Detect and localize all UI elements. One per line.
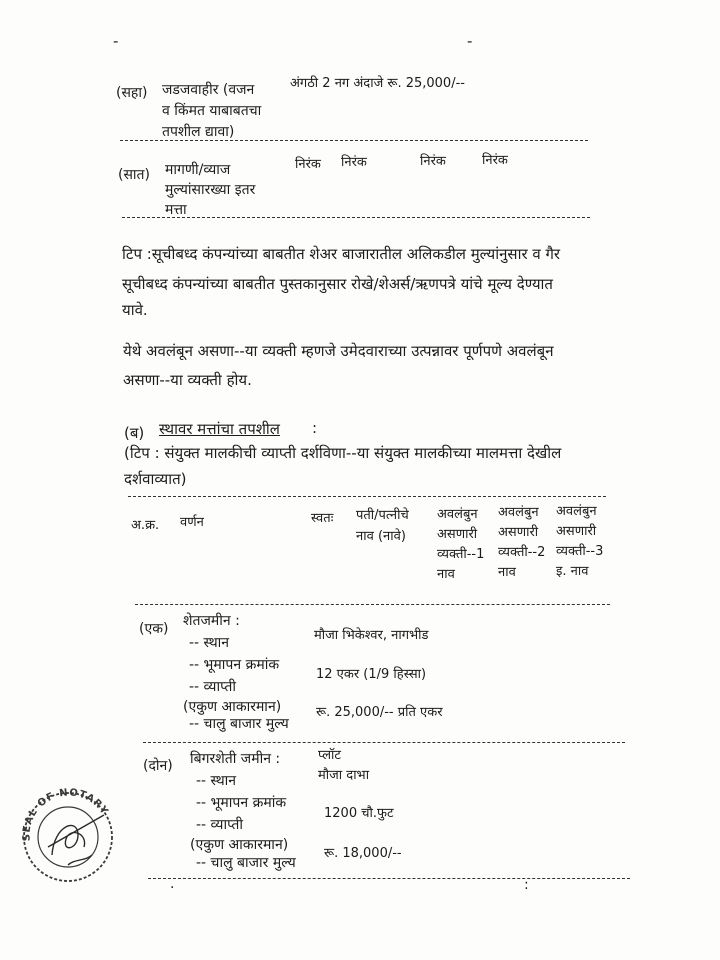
- nonagri-area-label: -- व्याप्ती: [196, 817, 244, 833]
- note-2-line-1: येथे अवलंबून असणा--या व्यक्ती म्हणजे उमेदवाराच्या उत्पन्नावर पूर्णपणे अवलंबून: [123, 342, 554, 360]
- jewelry-value: अंगठी 2 नग अंदाजे रू. 25,000/--: [290, 76, 465, 91]
- claims-value-2: निरंक: [341, 155, 367, 170]
- nonagri-market-label: -- चालु बाजार मुल्य: [196, 855, 296, 871]
- section-b-note-1: (टिप : संयुक्त मालकीची व्याप्ती दर्शविणा--या संयुक्त मालकीच्या मालमत्ता देखील: [124, 444, 562, 462]
- header-dep2-3: व्यक्ती--2: [498, 545, 546, 560]
- claims-value-1: निरंक: [295, 157, 321, 172]
- header-dep3-2: असणारी: [556, 524, 597, 539]
- agri-location-value: मौजा भिकेश्वर, नागभीड: [314, 628, 429, 643]
- header-dep2-1: अवलंबुन: [498, 505, 539, 520]
- nonagri-type-value: प्लॉट: [318, 748, 341, 763]
- divider-6: [148, 878, 630, 879]
- agri-title: शेतजमीन :: [183, 613, 240, 629]
- nonagri-area-value: 1200 चौ.फुट: [324, 806, 394, 821]
- header-self: स्वतः: [311, 511, 334, 526]
- header-serial: अ.क्र.: [131, 518, 160, 533]
- bottom-right-mark: :: [524, 877, 529, 893]
- section-b-note-2: दर्शवाव्यात): [124, 470, 187, 488]
- section-b-title: स्थावर मत्तांचा तपशील: [159, 420, 280, 438]
- header-spouse-1: पती/पत्नीचे: [356, 508, 409, 523]
- notary-seal: [8, 785, 128, 885]
- header-dep2-2: असणारी: [498, 525, 539, 540]
- nonagri-location-label: -- स्थान: [196, 773, 237, 789]
- header-dep1-4: नाव: [437, 567, 455, 582]
- jewelry-label-1: जडजवाहीर (वजन: [162, 82, 255, 98]
- agri-area-value: 12 एकर (1/9 हिस्सा): [316, 667, 427, 682]
- claims-label-2: मुल्यांसारख्या इतर: [165, 182, 256, 198]
- nonagri-market-value: रू. 18,000/--: [324, 846, 402, 861]
- header-spouse-2: नाव (नावे): [356, 529, 406, 544]
- bottom-left-mark: .: [170, 876, 175, 892]
- claims-value-3: निरंक: [420, 154, 446, 169]
- header-dep1-3: व्यक्ती--1: [437, 547, 485, 562]
- divider-1: [120, 140, 588, 141]
- claims-number: (सात): [118, 167, 150, 183]
- divider-4: [135, 604, 610, 605]
- claims-value-4: निरंक: [482, 153, 508, 168]
- note-1-line-2: सूचीबध्द कंपन्यांच्या बाबतीत पुस्तकानुसार रोखे/शेअर्स/ऋणपत्रे यांचे मूल्य देण्यात: [122, 275, 553, 293]
- seal-signature: [48, 815, 104, 865]
- agri-survey-label: -- भूमापन क्रमांक: [189, 657, 280, 673]
- agri-location-label: -- स्थान: [189, 635, 230, 651]
- agri-market-value: रू. 25,000/-- प्रति एकर: [316, 705, 443, 720]
- jewelry-number: (सहा): [116, 85, 148, 101]
- nonagri-survey-label: -- भूमापन क्रमांक: [196, 795, 287, 811]
- agri-market-label: -- चालु बाजार मुल्य: [189, 716, 289, 732]
- agri-area-label: -- व्याप्ती: [189, 679, 237, 695]
- section-b-colon: :: [312, 419, 318, 437]
- note-1-line-3: यावे.: [122, 301, 148, 319]
- top-right-mark: -: [467, 32, 473, 50]
- nonagri-title: बिगरशेती जमीन :: [190, 751, 281, 767]
- seal-lettering: SEAL OF NOTARY: [21, 787, 111, 842]
- header-dep3-4: इ. नाव: [556, 564, 589, 579]
- agri-number: (एक): [139, 621, 169, 637]
- header-dep1-2: असणारी: [437, 527, 478, 542]
- section-b-prefix: (ब): [124, 424, 145, 442]
- jewelry-label-2: व किंमत याबाबतचा: [162, 103, 262, 119]
- top-left-mark: -: [113, 32, 119, 50]
- claims-label-3: मत्ता: [165, 202, 187, 218]
- nonagri-number: (दोन): [143, 758, 173, 774]
- header-dep3-1: अवलंबुन: [556, 504, 597, 519]
- note-1-line-1: टिप :सूचीबध्द कंपन्यांच्या बाबतीत शेअर बाजारातील अलिकडील मुल्यांनुसार व गैर: [122, 245, 561, 263]
- jewelry-label-3: तपशील द्यावा): [162, 124, 235, 140]
- header-dep3-3: व्यक्ती--3: [556, 544, 604, 559]
- header-dep2-4: नाव: [498, 565, 516, 580]
- nonagri-location-value: मौजा दाभा: [318, 768, 370, 783]
- divider-2: [122, 217, 590, 218]
- nonagri-assessment-label: (एकुण आकारमान): [190, 837, 289, 853]
- agri-assessment-label: (एकुण आकारमान): [183, 699, 282, 715]
- claims-label-1: मागणी/व्याज: [165, 162, 231, 178]
- header-description: वर्णन: [180, 515, 204, 530]
- divider-3: [128, 496, 606, 497]
- header-dep1-1: अवलंबुन: [437, 507, 478, 522]
- divider-5: [143, 742, 625, 743]
- note-2-line-2: असणा--या व्यक्ती होय.: [123, 371, 252, 389]
